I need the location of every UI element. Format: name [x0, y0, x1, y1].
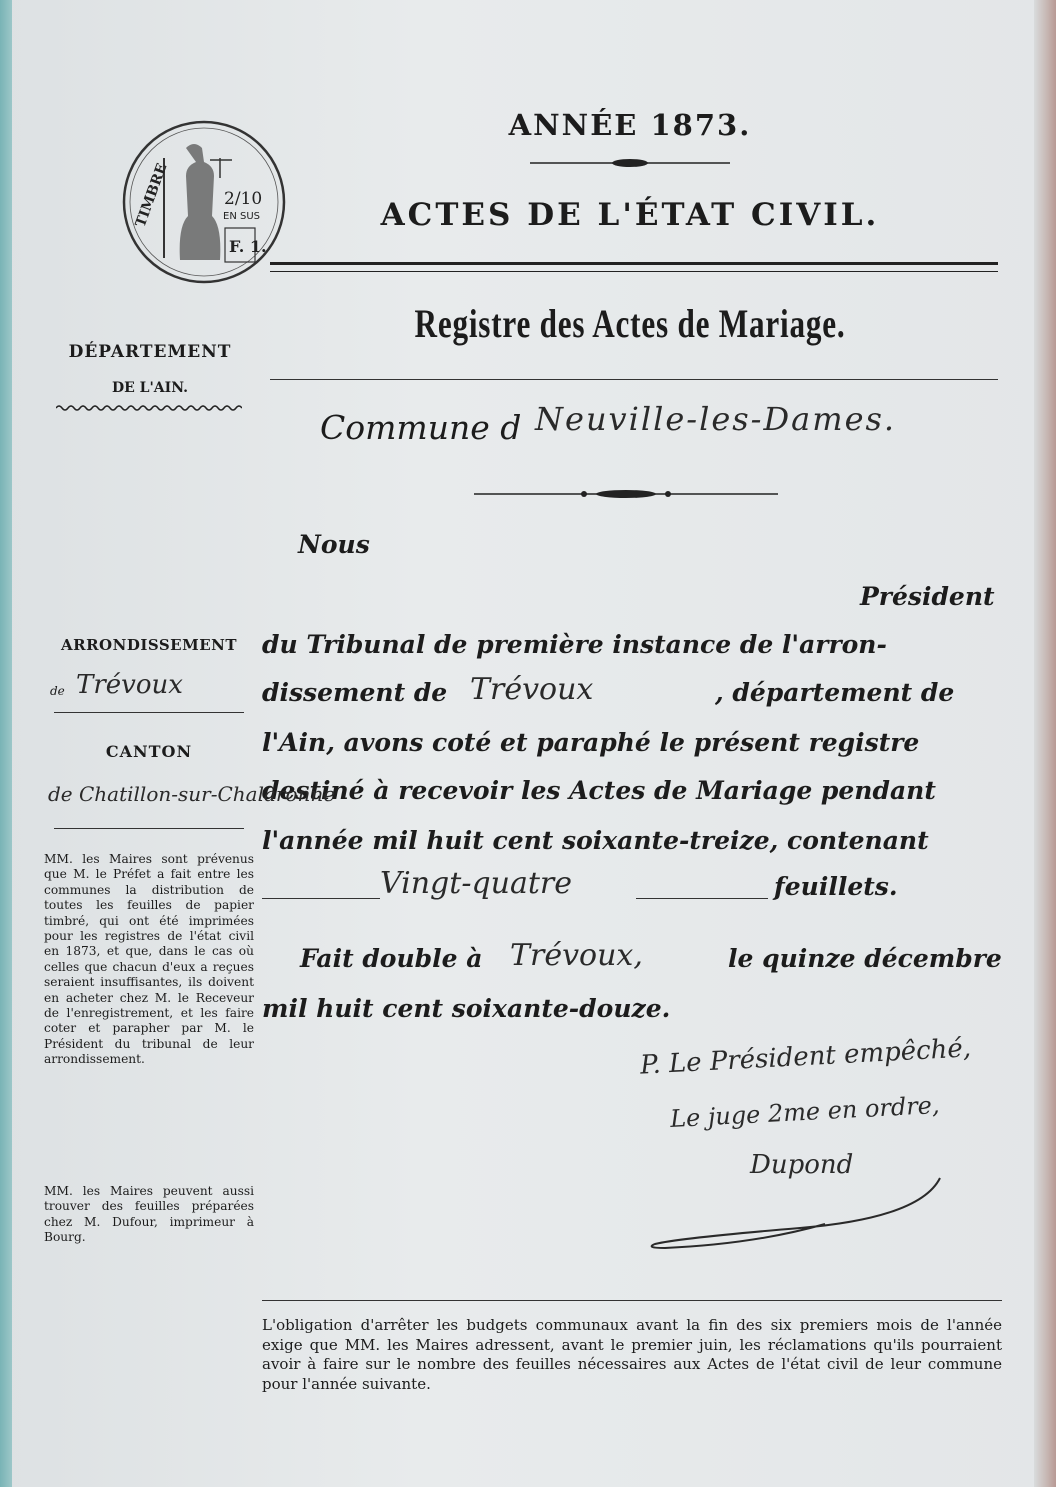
signature-flourish	[650, 1170, 950, 1250]
rule	[270, 379, 998, 380]
arrondissement-label: ARRONDISSEMENT	[60, 636, 238, 654]
timbre-stamp	[120, 118, 288, 286]
footer-rule	[262, 1300, 1002, 1301]
nous: Nous	[298, 530, 370, 559]
arrondissement-handwritten: Trévoux	[76, 670, 183, 700]
page-edge	[1034, 0, 1056, 1487]
president: Président	[860, 582, 995, 611]
fill-dash	[262, 898, 380, 899]
fill-dash	[636, 898, 768, 899]
tribunal-handwritten: Trévoux	[470, 672, 594, 707]
place-handwritten: Trévoux,	[510, 938, 643, 973]
body-line-3: l'Ain, avons coté et paraphé le présent registre	[262, 728, 920, 757]
register-title: Registre des Actes de Mariage.	[414, 301, 846, 346]
signature-name: Dupond	[750, 1150, 854, 1180]
mayors-notice-2: MM. les Maires peuvent aussi trouver des feuilles préparées chez M. Dufour, imprimeur à Bourg.	[44, 1184, 254, 1245]
body-line-2b: , département de	[715, 678, 955, 707]
rule	[54, 712, 244, 713]
body-line-7a: Fait double à	[300, 944, 483, 973]
arrondissement-prefix: de	[50, 684, 65, 698]
year-heading: ANNÉE 1873.	[508, 108, 752, 142]
count-handwritten: Vingt-quatre	[380, 866, 573, 901]
stamp-en-sus: EN SUS	[223, 211, 260, 222]
stamp-price: 2/10	[224, 189, 263, 209]
department-label: DÉPARTEMENT	[68, 342, 232, 362]
body-line-1: du Tribunal de première instance de l'arron-	[262, 630, 887, 659]
stamp-value: F. 1.	[229, 237, 267, 256]
commune-label: Commune d	[320, 408, 522, 447]
body-line-7b: le quinze décembre	[728, 944, 1002, 973]
signature-line-1: P. Le Président empêché,	[639, 1033, 972, 1081]
canton-handwritten: de Chatillon-sur-Chalaronne	[48, 782, 336, 806]
department-name: DE L'AIN.	[111, 380, 188, 396]
body-line-5: l'année mil huit cent soixante-treize, contenant	[262, 826, 929, 855]
signature-line-2: Le juge 2me en ordre,	[669, 1090, 941, 1134]
ornament-divider	[530, 156, 730, 170]
body-line-6: feuillets.	[774, 872, 898, 901]
body-line-4: destiné à recevoir les Actes de Mariage pendant	[262, 776, 936, 805]
canton-label: CANTON	[105, 742, 193, 761]
ornament-divider-2	[474, 487, 778, 501]
main-title: ACTES DE L'ÉTAT CIVIL.	[380, 197, 880, 233]
wavy-rule	[56, 404, 242, 412]
mayors-notice: MM. les Maires sont prévenus que M. le Préfet a fait entre les communes la distribution de toutes les feuilles de papier timbré, qui ont été imprimées pour les registres de l'état civil en 1873, et que, dans le cas où celles que chacun d'eux a reçues seraient insuffisantes, ils doivent en acheter chez M. le Receveur de l'enregistrement, et les faire coter et parapher par M. le Président du tribunal de leur arrondissement.	[44, 852, 254, 1067]
commune-handwritten: Neuville-les-Dames.	[535, 400, 897, 438]
double-rule	[270, 262, 998, 272]
body-line-2a: dissement de	[262, 678, 448, 707]
rule	[54, 828, 244, 829]
body-line-8: mil huit cent soixante-douze.	[262, 994, 671, 1023]
stamp-word: TIMBRE	[132, 161, 171, 230]
book-spine	[0, 0, 12, 1487]
footer-notice: L'obligation d'arrêter les budgets communaux avant la fin des six premiers mois de l'année exige que MM. les Maires adressent, avant le premier juin, les réclamations qu'ils pourraient avoir à faire sur le nombre des feuilles nécessaires aux Actes de l'état civil de leur commune pour l'année suivante.	[262, 1316, 1002, 1393]
